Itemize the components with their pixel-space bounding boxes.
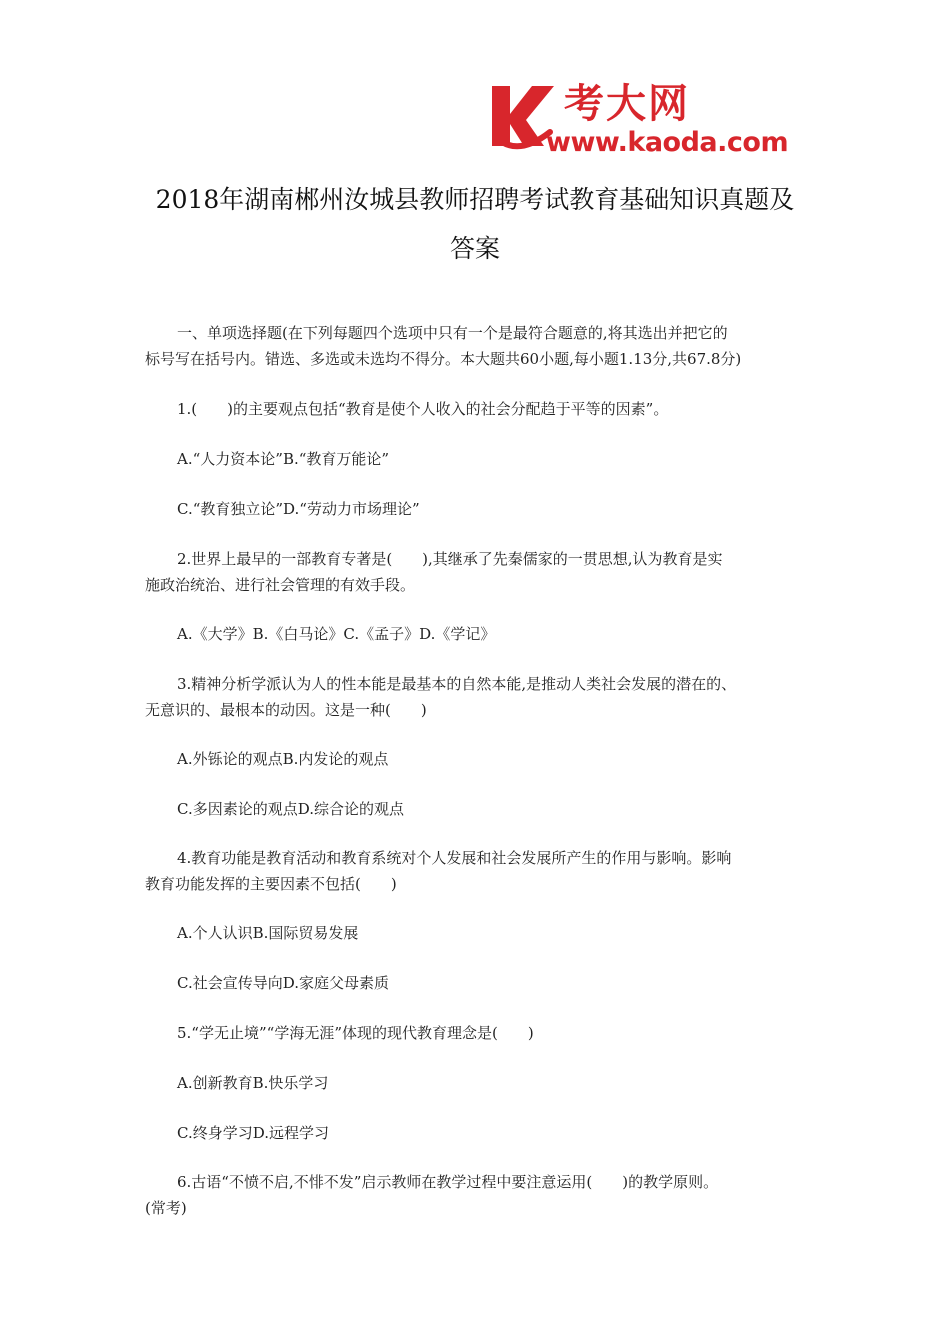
question-6-stem [145,1169,810,1221]
question-stem-line: 无意识的、最根本的动因。这是一种( ) [145,701,427,719]
question-stem-line: 3.精神分析学派认为人的性本能是最基本的自然本能,是推动人类社会发展的潜在的、 [177,675,737,693]
question-stem-line: (常考) [145,1199,187,1217]
option-line: A.创新教育B.快乐学习 [177,1074,329,1092]
option-line: C.社会宣传导向D.家庭父母素质 [177,974,389,992]
question-stem-line: 1.( )的主要观点包括“教育是使个人收入的社会分配趋于平等的因素”。 [177,400,669,418]
document-title-line-2: 答案 [449,234,500,263]
question-4-options-c-d [145,970,810,996]
question-3-options-c-d [145,796,810,822]
question-stem-line: 2.世界上最早的一部教育专著是( ),其继承了先秦儒家的一贯思想,认为教育是实 [177,550,723,568]
question-3-stem [145,671,810,723]
question-5-stem [145,1020,810,1046]
document-title-line-1: 2018年湖南郴州汝城县教师招聘考试教育基础知识真题及 [155,185,795,214]
question-4-options-a-b [145,920,810,946]
question-3-options-a-b [145,746,810,772]
kaoda-logo [488,80,818,160]
section-line-2: 标号写在括号内。错选、多选或未选均不得分。本大题共60小题,每小题1.13分,共67.8分) [145,350,742,368]
question-4-stem [145,845,810,897]
option-line: A.《大学》B.《白马论》C.《孟子》D.《学记》 [177,625,496,643]
option-line: A.“人力资本论”B.“教育万能论” [177,450,390,468]
logo-brand-text: 考大网 [564,81,690,127]
logo-url-text: www.kaoda.com [546,127,789,158]
question-1-options-a-b [145,446,810,472]
question-2-options [145,621,810,647]
option-line: C.多因素论的观点D.综合论的观点 [177,800,404,818]
question-stem-line: 6.古语“不愤不启,不悱不发”启示教师在教学过程中要注意运用( )的教学原则。 [177,1173,719,1191]
question-stem-line: 教育功能发挥的主要因素不包括( ) [145,875,397,893]
question-stem-line: 4.教育功能是教育活动和教育系统对个人发展和社会发展所产生的作用与影响。影响 [177,849,732,867]
question-5-options-a-b [145,1070,810,1096]
question-stem-line: 5.“学无止境”“学海无涯”体现的现代教育理念是( ) [177,1024,534,1042]
question-2-stem [145,546,810,598]
question-1-options-c-d [145,496,810,522]
section-instructions [145,320,810,372]
question-stem-line: 施政治统治、进行社会管理的有效手段。 [145,576,416,594]
option-line: A.个人认识B.国际贸易发展 [177,924,359,942]
question-5-options-c-d [145,1120,810,1146]
option-line: C.终身学习D.远程学习 [177,1124,329,1142]
option-line: C.“教育独立论”D.“劳动力市场理论” [177,500,420,518]
question-1-stem [145,396,810,422]
section-line-1: 一、单项选择题(在下列每题四个选项中只有一个是最符合题意的,将其选出并把它的 [177,324,728,342]
option-line: A.外铄论的观点B.内发论的观点 [177,750,389,768]
